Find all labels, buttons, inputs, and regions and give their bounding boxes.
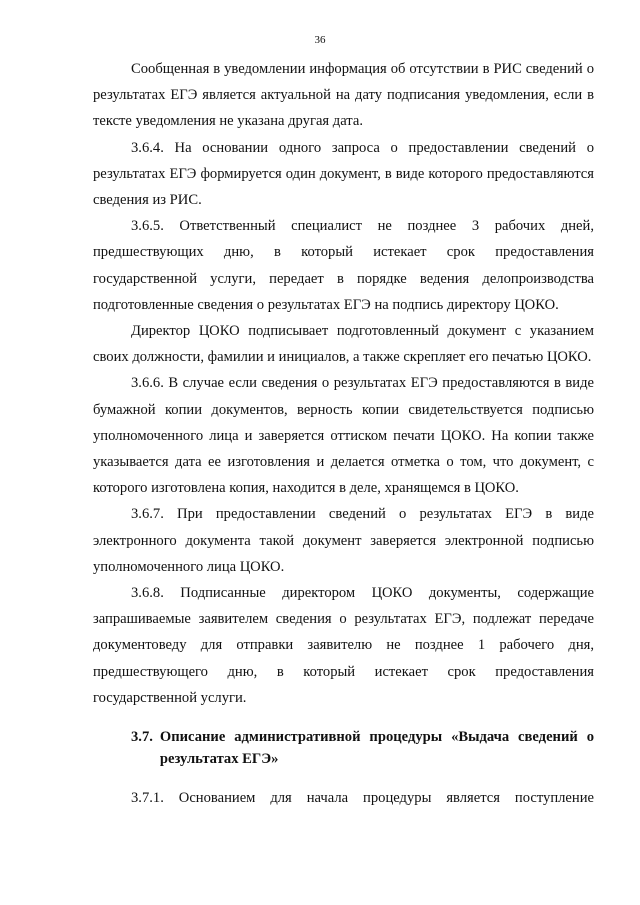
section-heading-number: 3.7.: [131, 729, 153, 746]
page-number: 36: [314, 34, 326, 46]
paragraph-notice-info: Сообщенная в уведомлении информация об отсутствии в РИС сведений о результатах ЕГЭ является актуальной на дату подписания уведомления, если в тексте уведомления не указана другая дата.: [93, 61, 594, 130]
section-heading-3-7: [131, 726, 594, 770]
paragraph-3-6-4: 3.6.4. На основании одного запроса о предоставлении сведений о результатах ЕГЭ формируется один документ, в виде которого предоставляются сведения из РИС.: [93, 139, 594, 209]
section-heading-text: Описание административной процедуры «Выдача сведений о результатах ЕГЭ»: [159, 729, 594, 768]
paragraph-3-7-1: 3.7.1. Основанием для начала процедуры является поступление: [131, 790, 594, 807]
paragraph-3-6-7: 3.6.7. При предоставлении сведений о результатах ЕГЭ в виде электронного документа такой документ заверяется электронной подписью уполномоченного лица ЦОКО.: [93, 506, 594, 575]
page-content: [93, 56, 594, 811]
paragraph-director-signature: Директор ЦОКО подписывает подготовленный документ с указанием своих должности, фамилии и инициалов, а также скрепляет его печатью ЦОКО.: [93, 323, 594, 366]
paragraph-3-6-5: 3.6.5. Ответственный специалист не позднее 3 рабочих дней, предшествующих дню, в который истекает срок предоставления государственной услуги, передает в порядке ведения делопроизводства подготовленные сведения о результатах ЕГЭ на подпись директору ЦОКО.: [93, 218, 594, 313]
paragraph-3-6-8: 3.6.8. Подписанные директором ЦОКО документы, содержащие запрашиваемые заявителем сведения о результатах ЕГЭ, подлежат передаче документоведу для отправки заявителю не позднее 1 рабочего дня, предшествующего дню, в который истекает срок предоставления государственной услуги.: [93, 585, 594, 706]
paragraph-3-6-6: 3.6.6. В случае если сведения о результатах ЕГЭ предоставляются в виде бумажной копии документов, верность копии свидетельствуется подписью уполномоченного лица и заверяется оттиском печати ЦОКО. На копии также указывается дата ее изготовления и делается отметка о том, что документ, с которого изготовлена копия, находится в деле, хранящемся в ЦОКО.: [93, 375, 594, 497]
